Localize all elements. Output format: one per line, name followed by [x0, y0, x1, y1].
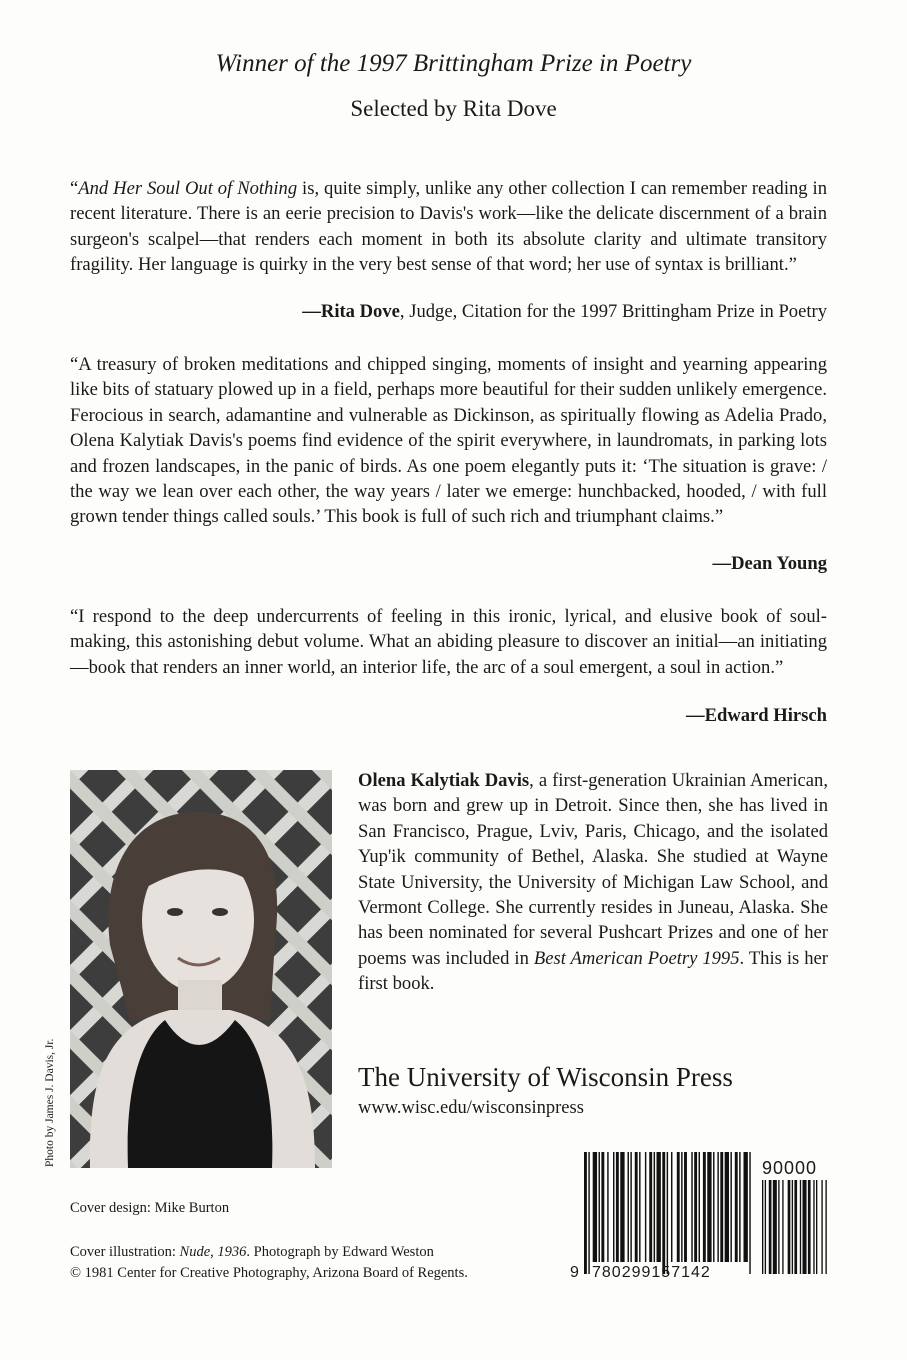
barcode-price-code: 90000 [762, 1158, 818, 1178]
barcode-bar [671, 1152, 672, 1262]
barcode-bar [599, 1152, 600, 1262]
barcode-addon-bar [773, 1180, 777, 1274]
publisher-url[interactable]: www.wisc.edu/wisconsinpress [358, 1098, 584, 1118]
quote-rita-dove [70, 176, 827, 278]
bio-book-title: Best American Poetry 1995 [533, 947, 740, 969]
barcode-bar [703, 1152, 706, 1262]
cover-illustration-credit [70, 1242, 468, 1284]
barcode-bar [635, 1152, 638, 1262]
illustration-title: Nude, 1936 [179, 1244, 247, 1260]
barcode-bar [720, 1152, 723, 1262]
barcode-addon-bar [782, 1180, 783, 1274]
publisher-name: The University of Wisconsin Press [358, 1062, 733, 1092]
author-name: Olena Kalytiak Davis [358, 770, 530, 791]
barcode-bar [694, 1152, 697, 1262]
barcode-addon-bar [765, 1180, 766, 1274]
quote-text: is, quite simply, unlike any other collection I can remember reading in recent literature. There is an eerie precision to Davis's work—like the delicate discernment of a brain surgeon's scalpel—that renders each moment in both its absolute clarity and ultimate transitory fragility. Her language is quirky in the very best sense of that word; her use of syntax is brilliant.” [70, 178, 827, 276]
barcode-bar [739, 1152, 740, 1262]
barcode-addon-bar [800, 1180, 801, 1274]
bio-text: , a first-generation Ukrainian American, was born and grew up in Detroit. Since then, she has lived in San Francisco, Prague, Lviv, Paris, Chicago, and the isolated Yup'ik community of Bethel, Alaska. She studied at Wayne State University, the University of Michigan Law School, and Vermont College. She currently resides in Juneau, Alaska. She has been nominated for several Pushcart Prizes and one of her poems was included in [358, 770, 828, 969]
copyright-line: © 1981 Center for Creative Photography, Arizona Board of Regents. [70, 1265, 468, 1281]
barcode-bar [699, 1152, 700, 1262]
prize-line: Winner of the 1997 Brittingham Prize in Poetry [215, 50, 692, 77]
barcode-addon-bar [792, 1180, 793, 1274]
barcode-bar [649, 1152, 652, 1262]
barcode-bar [645, 1152, 646, 1262]
cover-design-credit: Cover design: Mike Burton [70, 1200, 230, 1216]
barcode-bar [691, 1152, 692, 1262]
attribution-edward-hirsch [686, 705, 827, 727]
attribution-name: —Rita Dove [302, 301, 400, 322]
barcode-addon-bar [762, 1180, 763, 1274]
author-photo [70, 770, 332, 1168]
barcode-bar [681, 1152, 682, 1262]
barcode-addon-bar [825, 1180, 826, 1274]
barcode-bar [584, 1152, 587, 1274]
quote-edward-hirsch: “I respond to the deep undercurrents of feeling in this ironic, lyrical, and elusive book of soul-making, this astonishing debut volume. What an abiding pleasure to discover an initial—an initiating—book that renders an inner world, an interior life, the arc of a soul emergent, a soul in action.” [70, 606, 827, 678]
bio-text-end: . This is her first book. [358, 947, 828, 995]
barcode-bar [607, 1152, 608, 1262]
barcode-addon-bar [808, 1180, 811, 1274]
barcode-bar [677, 1152, 680, 1262]
barcode-bar [735, 1152, 738, 1262]
barcode-bar [667, 1152, 668, 1274]
barcode-bar [601, 1152, 604, 1262]
barcode-addon-bar [769, 1180, 772, 1274]
barcode-bar [613, 1152, 614, 1262]
attribution-dean-young [712, 553, 827, 575]
barcode-addon-bar [803, 1180, 807, 1274]
barcode-bar [588, 1152, 589, 1274]
barcode-bar [593, 1152, 597, 1262]
barcode-bar [662, 1152, 665, 1274]
barcode-bar [639, 1152, 640, 1262]
barcode-addon-bar [816, 1180, 817, 1274]
barcode-bar [630, 1152, 631, 1262]
selected-by-line: Selected by Rita Dove [350, 96, 557, 121]
open-quote: “ [70, 178, 79, 199]
quote-dean-young: “A treasury of broken meditations and chipped singing, moments of insight and yearning appearing like bits of statuary plowed up in a field, perhaps more beautiful for their sudden unlikely emergence. Ferocious in search, adamantine and vulnerable as Dickinson, as spiritually flowing as Adelia Prado, Olena Kalytiak Davis's poems find evidence of the spirit everywhere, in laundromats, in parking lots and frozen landscapes, in the panic of birds. As one poem elegantly puts it: ‘The situation is grave: / the way we lean over each other, the way years / later we emerge: hunchbacked, hooded, / with full grown tender things called souls.’ This book is full of such rich and triumphant claims.” [70, 354, 827, 528]
barcode [566, 1142, 830, 1284]
barcode-bar [749, 1152, 750, 1274]
barcode-bar [616, 1152, 619, 1262]
barcode-bar [654, 1152, 655, 1262]
barcode-bar [684, 1152, 687, 1262]
attribution-name: —Dean Young [712, 553, 827, 574]
barcode-addon-bar [813, 1180, 814, 1274]
barcode-bar [730, 1152, 731, 1262]
barcode-bar [620, 1152, 624, 1262]
barcode-bar [717, 1152, 718, 1262]
illustration-suffix: . Photograph by Edward Weston [246, 1244, 434, 1260]
barcode-bar [725, 1152, 729, 1262]
barcode-bar [713, 1152, 714, 1262]
attribution-role: , Judge, Citation for the 1997 Brittingham Prize in Poetry [399, 301, 827, 322]
barcode-bar [628, 1152, 629, 1262]
attribution-rita-dove [302, 301, 827, 323]
barcode-lead-digit: 9 [570, 1264, 580, 1281]
barcode-addon-bar [788, 1180, 791, 1274]
illustration-prefix: Cover illustration: [70, 1244, 180, 1260]
barcode-bar [707, 1152, 711, 1262]
barcode-bar [744, 1152, 748, 1262]
book-title: And Her Soul Out of Nothing [78, 178, 298, 199]
barcode-bar [657, 1152, 661, 1262]
barcode-addon-bar [794, 1180, 797, 1274]
barcode-digits: 780299157142 [592, 1264, 711, 1281]
author-bio [358, 768, 828, 997]
barcode-addon-bar [821, 1180, 822, 1274]
barcode-addon-bar [778, 1180, 779, 1274]
photo-credit: Photo by James J. Davis, Jr. [44, 1038, 56, 1167]
attribution-name: —Edward Hirsch [685, 705, 827, 726]
author-photo-image [70, 770, 332, 1168]
